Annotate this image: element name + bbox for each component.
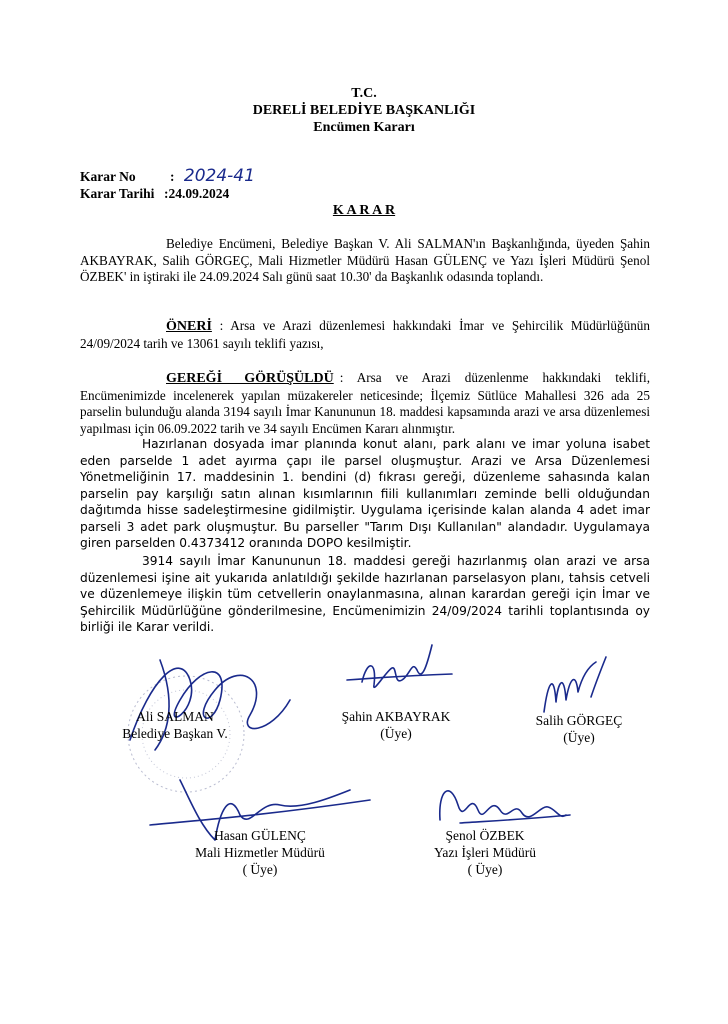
geregi-paragraph — [80, 370, 650, 437]
document-header — [0, 85, 728, 136]
signature-ali-salman — [120, 640, 300, 760]
header-tc: T.C. — [351, 86, 377, 101]
signatory-role: Mali Hizmetler Müdürü — [195, 845, 325, 860]
signatory-name: Ali SALMAN — [136, 709, 214, 724]
signatory-role: (Üye) — [380, 726, 412, 741]
signatory-role: Yazı İşleri Müdürü — [433, 845, 537, 860]
karar-no-row — [80, 168, 255, 185]
signatory-senol-ozbek — [410, 827, 560, 878]
karar-no-sep: : — [170, 169, 175, 184]
signatory-name: Salih GÖRGEÇ — [535, 713, 623, 728]
karar-tarihi-value: :24.09.2024 — [164, 186, 230, 201]
oneri-text: : Arsa ve Arazi düzenlemesi hakkındaki İmar ve Şehircilik Müdürlüğünün 24/09/2024 tarih ve 13061 sayılı teklifi yazısı, — [80, 318, 650, 351]
karar-no-label: Karar No — [80, 169, 136, 184]
signatory-role: (Üye) — [563, 730, 595, 745]
header-subtitle: Encümen Kararı — [313, 120, 415, 135]
geregi-text: : Arsa ve Arazi düzenlenme hakkındaki teklifi, Encümenimizde incelenerek yapılan müzakereler neticesinde; İlçemiz Sütlüce Mahallesi 326 ada 25 parselin bulunduğu alanda 3194 sayılı İmar Kanununun 18. maddesi kapsamında arazi ve arsa düzenlemesi yapılması için 06.09.2022 tarih ve 34 sayılı Encümen Kararı alınmıştır. — [80, 370, 650, 436]
signatory-name: Şenol ÖZBEK — [445, 828, 525, 843]
signatory-sahin-akbayrak — [326, 708, 466, 742]
signatory-hasan-gulenc — [170, 827, 350, 878]
signatory-salih-gorgec — [514, 712, 644, 746]
karar-no-value: 2024-41 — [183, 166, 255, 186]
oneri-label: ÖNERİ — [166, 319, 212, 334]
decision-meta — [80, 168, 255, 202]
header-institution: DERELİ BELEDİYE BAŞKANLIĞI — [252, 103, 476, 118]
signatory-name: Hasan GÜLENÇ — [214, 828, 306, 843]
signatory-role: Belediye Başkan V. — [122, 726, 228, 741]
karar-tarihi-label: Karar Tarihi — [80, 186, 155, 201]
karar-tarihi-row — [80, 185, 255, 202]
signature-senol-ozbek — [430, 775, 580, 835]
geregi-label: GEREĞİ GÖRÜŞÜLDÜ — [166, 371, 334, 386]
signatory-name: Şahin AKBAYRAK — [341, 709, 451, 724]
signatory-ali-salman — [70, 708, 280, 742]
geregi-paragraph-2: Hazırlanan dosyada imar planında konut alanı, park alanı ve imar yoluna isabet eden parselde 1 adet ayırma çapı ile parsel oluşmuştur. Arazi ve Arsa Düzenlemesi Yönetmeliğinin 17. maddesinin 1. bendini (d) fıkrası gereği, düzenleme sahasında kalan parselin pay karşılığı satın alınan kısımlarının fiili kullanımları zeminde belli olduğundan dağıtımda hisse sadeleştirmesine gidilmiştir. Uygulama içerisinde kalan alanda 4 adet imar parseli 3 adet park oluşmuştur. Bu parseller "Tarım Dışı Kullanılan" alandadır. Uygulamaya giren parselden 0.4373412 oranında DOPO kesilmiştir. — [80, 437, 650, 550]
geregi-paragraph-3: 3914 sayılı İmar Kanununun 18. maddesi gereği hazırlanmış olan arazi ve arsa düzenlemesi işine ait yukarıda anlatıldığı şekilde hazırlanan parselasyon planı, tahsis cetveli ve düzenlemeye ilişkin tüm cetvellerin onaylanmasına, alınan karardan gereği için İmar ve Şehircilik Müdürlüğüne gönderilmesine, Encümenimizin 24/09/2024 tarihli toplantısında oy birliği ile Karar verildi. — [80, 554, 650, 634]
intro-paragraph: Belediye Encümeni, Belediye Başkan V. Ali SALMAN'ın Başkanlığında, üyeden Şahin AKBAYRAK, Salih GÖRGEÇ, Mali Hizmetler Müdürü Hasan GÜLENÇ ve Yazı İşleri Müdürü Şenol ÖZBEK' in iştiraki ile 24.09.2024 Salı günü saat 10.30' da Başkanlık odasında toplandı. — [80, 236, 650, 284]
signatory-role2: ( Üye) — [242, 862, 278, 877]
signatory-role2: ( Üye) — [467, 862, 503, 877]
decision-title: K A R A R — [332, 203, 396, 218]
oneri-paragraph — [80, 318, 650, 352]
signature-sahin-akbayrak — [342, 640, 462, 700]
